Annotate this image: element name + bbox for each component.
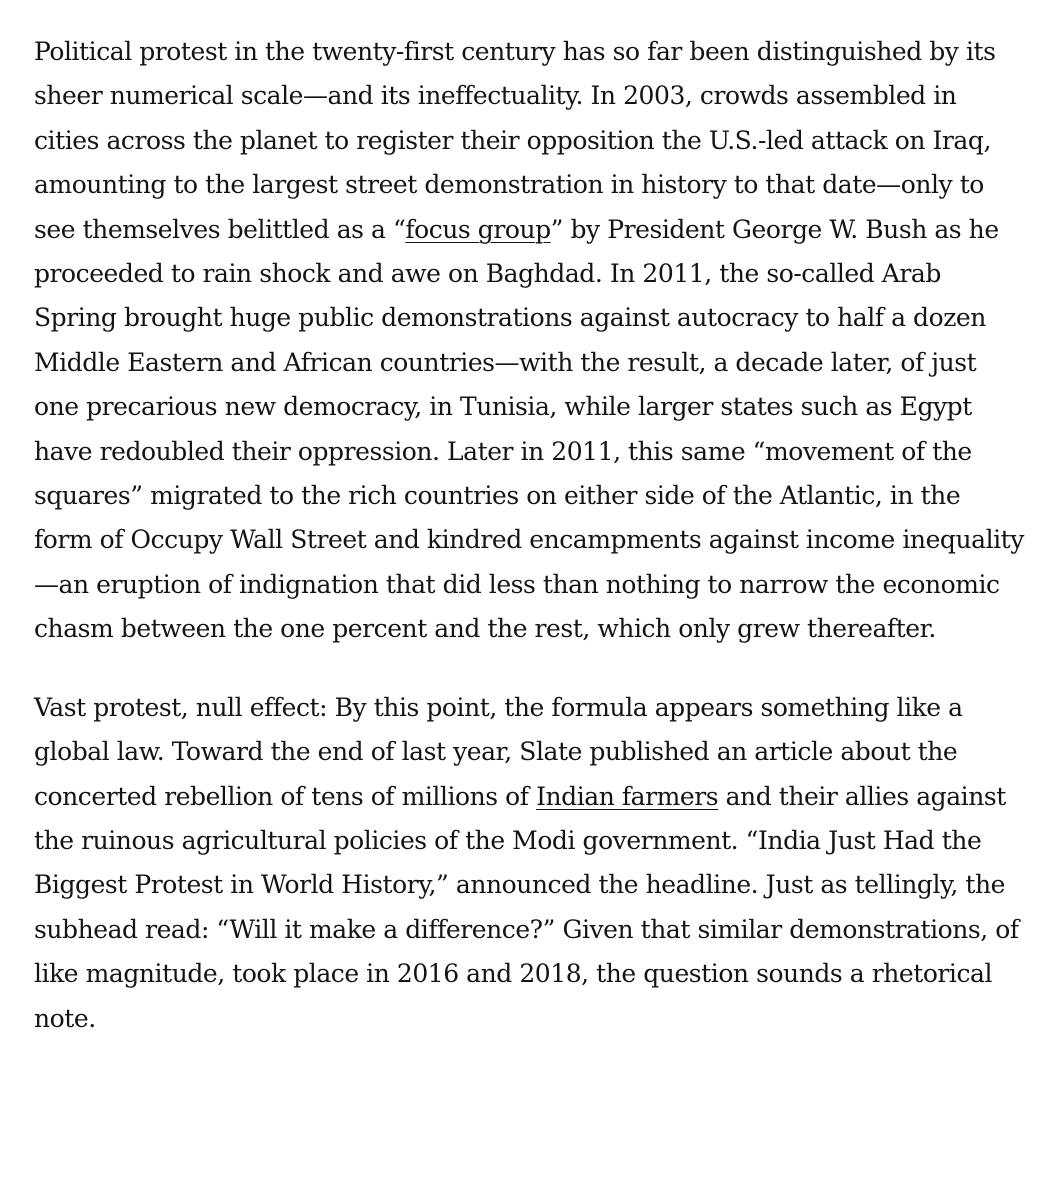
paragraph-1 [34, 30, 1024, 652]
paragraph-2-text-b: and their allies against the ruinous agricultural policies of the Modi government. “India Just Had the Biggest Protest in World History,” announced the headline. Just as tellingly, the subhead read: “Will it make a difference?” Given that similar demonstrations, of like magnitude, took place in 2016 and 2018, the question sounds a rhetorical note. [34, 781, 1019, 1033]
paragraph-2-text-a: Vast protest, null effect: By this point, the formula appears something like a global law. Toward the end of last year, Slate published an article about the concerted rebellion of tens of millions of [34, 692, 963, 811]
paragraph-1-text-b: ” by President George W. Bush as he proceeded to rain shock and awe on Baghdad. In 2011, the so-called Arab Spring brought huge public demonstrations against autocracy to half a dozen Middle Eastern and African countries—with the result, a decade later, of just one precarious new democracy, in Tunisia, while larger states such as Egypt have redoubled their oppression. Later in 2011, this same “movement of the squares” migrated to the rich countries on either side of the Atlantic, in the form of Occupy Wall Street and kindred encampments against income inequality—an eruption of indignation that did less than nothing to narrow the economic chasm between the one percent and the rest, which only grew thereafter. [34, 214, 1024, 644]
article-body [34, 30, 1024, 1041]
indian-farmers-link[interactable]: Indian farmers [536, 781, 719, 811]
paragraph-2 [34, 686, 1024, 1041]
focus-group-link[interactable]: focus group [405, 214, 551, 244]
paragraph-1-text-a: Political protest in the twenty-first century has so far been distinguished by its sheer numerical scale—and its ineffectuality. In 2003, crowds assembled in cities across the planet to register their opposition the U.S.-led attack on Iraq, amounting to the largest street demonstration in history to that date—only to see themselves belittled as a “ [34, 37, 996, 244]
